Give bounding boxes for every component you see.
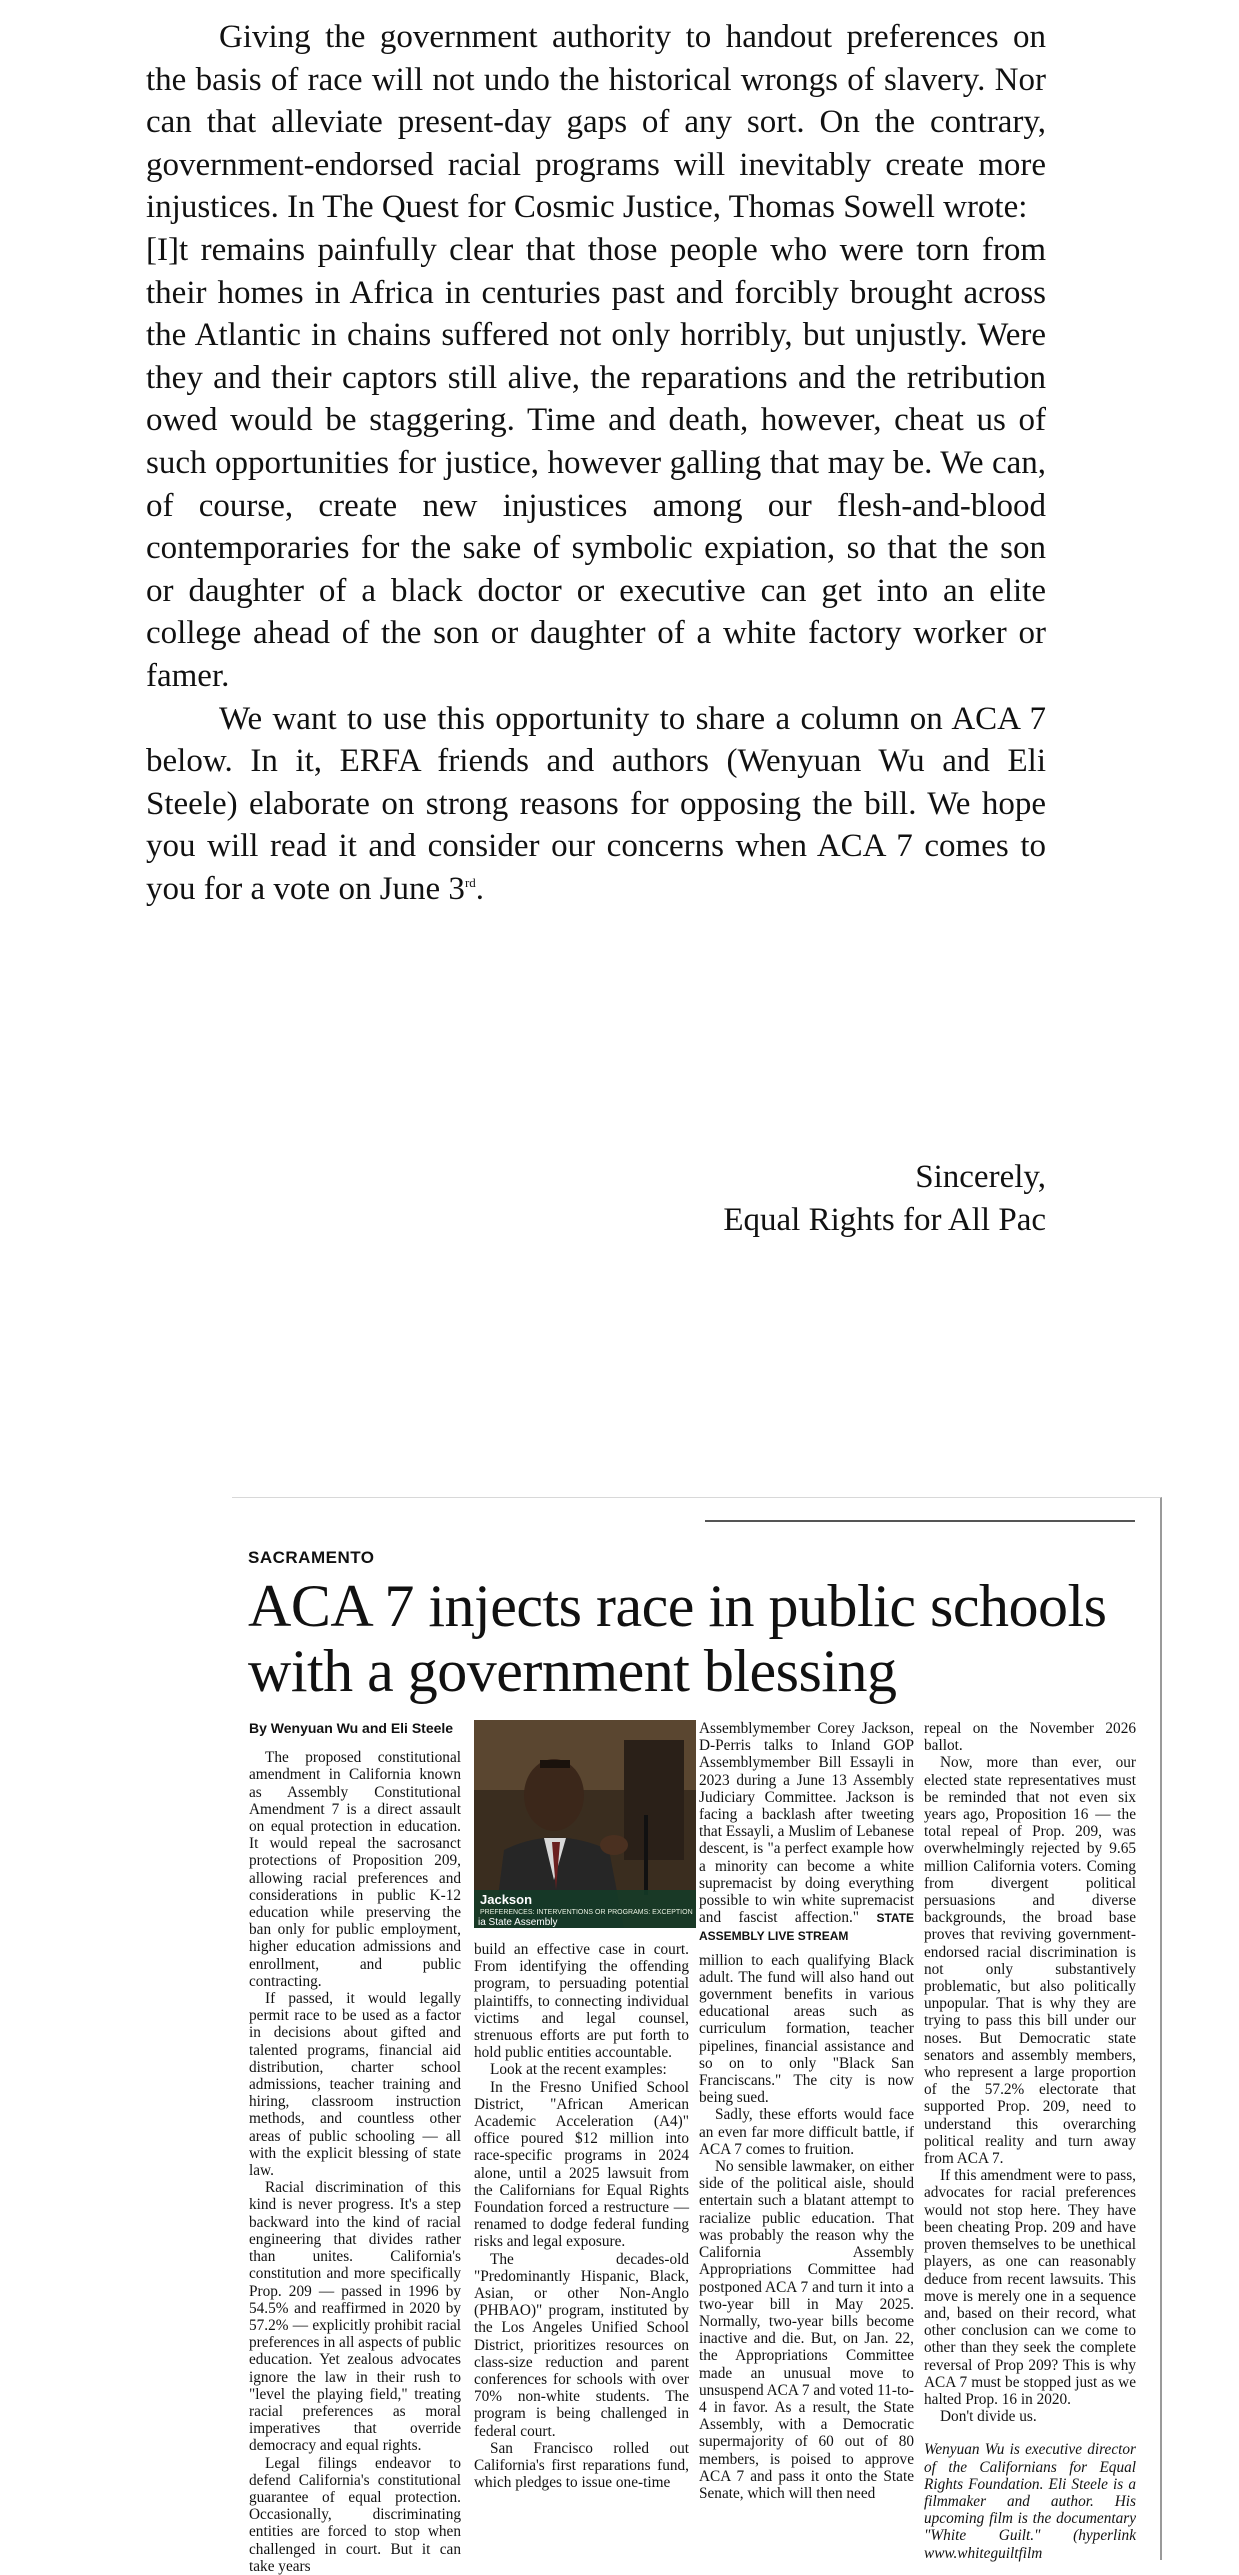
column-rule bbox=[705, 1520, 1135, 1522]
letter-paragraph-2 bbox=[146, 698, 1046, 911]
article-paragraph: Legal filings endeavor to defend California's constitutional guarantee of equal protection. Occasionally, discriminating entities are forced to stop when challenged in court. But it can take years bbox=[249, 2454, 461, 2575]
article-photo bbox=[474, 1720, 696, 1928]
headline: ACA 7 injects race in public schools with a government blessing bbox=[248, 1573, 1107, 1704]
dateline: SACRAMENTO bbox=[248, 1548, 375, 1567]
ordinal-suffix: rd bbox=[464, 874, 476, 890]
article-paragraph: No sensible lawmaker, on either side of the political aisle, should entertain such a blatant attempt to racialize public education. That was probably the reason why the California Assembly Appropriations Committee had postponed ACA 7 and turn it into a two-year bill in May 2025. Normally, two-year bills become inactive and die. But, on Jan. 22, the Appropriations Committee made an unusual move to unsuspend ACA 7 and voted 11-to-4 in favor. As a result, the State Assembly, with a Democratic supermajority of 60 out of 80 members, is poised to approve ACA 7 and pass it onto the State Senate, which will then need bbox=[699, 2158, 914, 2502]
article-paragraph: If passed, it would legally permit race to be used as a factor in decisions about gifted and talented programs, financial aid distribution, charter school admissions, teacher training and hiring, classroom instruction methods, and countless other areas of public schooling — all with the explicit blessing of state law. bbox=[249, 1990, 461, 2180]
broadcast-name: Jackson bbox=[480, 1892, 533, 1907]
sowell-quote: [I]t remains painfully clear that those people who were torn from their homes in Africa in centuries past and forcibly brought across the Atlantic in chains suffered not only horribly, but unjustly. Were they and their captors still alive, the reparations and the retribution owed would be staggering. Time and death, however, cheat us of such opportunities for justice, however galling that may be. We can, of course, create new injustices among our flesh-and-blood contemporaries for the sake of symbolic expiation, so that the son or daughter of a black doctor or executive can get into an elite college ahead of the son or daughter of a white factory worker or famer. bbox=[146, 231, 1046, 694]
article-paragraph: repeal on the November 2026 ballot. bbox=[924, 1720, 1136, 1755]
closing-salutation: Sincerely, bbox=[915, 1159, 1046, 1195]
article-paragraph: Now, more than ever, our elected state representatives must be reminded that not even six years ago, Proposition 16 — the total repeal of Prop. 209, was overwhelmingly rejected by 9.65 million California voters. Coming from divergent political persuasions and diverse backgrounds, the broad base proves that reviving government-endorsed racial discrimination is not only substantively problematic, but also politically unpopular. That is why they are trying to pass this bill under our noses. But Democratic state senators and assembly members, who represent a large proportion of the 57.2% electorate that supported Prop. 209, need to understand this overarching political reality and turn away from ACA 7. bbox=[924, 1754, 1136, 2168]
photo-credit: STATE ASSEMBLY LIVE STREAM bbox=[699, 1911, 914, 1944]
article-paragraph: build an effective case in court. From identifying the offending program, to persuading potential plaintiffs, to connecting individual victims and legal counsel, strenuous efforts are put forth to hold public entities accountable. bbox=[474, 1941, 689, 2062]
article-column-3 bbox=[699, 1720, 914, 2502]
photo-caption bbox=[699, 1720, 914, 1946]
author-bio: Wenyuan Wu is executive director of the Californians for Equal Rights Foundation. Eli Steele is a filmmaker and author. His upcoming film is the documentary "White Guilt." (hyperlink www.whiteguiltfilm bbox=[924, 2441, 1136, 2562]
letter-paragraph-2-end: . bbox=[475, 870, 485, 907]
letter-paragraph-2-text: We want to use this opportunity to share a column on ACA 7 below. In it, ERFA friends and authors (Wenyuan Wu and Eli Steele) elaborate on strong reasons for opposing the bill. We hope you will read it and consider our concerns when ACA 7 comes to you for a vote on June 3 bbox=[146, 700, 1046, 907]
broadcast-location: ia State Assembly bbox=[478, 1917, 558, 1928]
article-paragraph: The decades-old "Predominantly Hispanic, Black, Asian, or other Non-Anglo (PHBAO)" program, instituted by the Los Angeles Unified School District, prioritizes resources on class-size reduction and parent conferences for schools with over 70% non-white students. The program is being challenged in federal court. bbox=[474, 2250, 689, 2440]
article-paragraph: The proposed constitutional amendment in California known as Assembly Constitutional Amendment 7 is a direct assault on equal protection in education. It would repeal the sacrosanct protections of Proposition 209, allowing racial preferences and considerations in public K-12 education while preserving the ban only for public employment, higher education admissions and enrollment, and public contracting. bbox=[249, 1749, 461, 1990]
letter-signoff bbox=[723, 1156, 1046, 1241]
article-paragraph: If this amendment were to pass, advocates for racial preferences would not stop here. They have been cheating Prop. 209 and have proven themselves to be unethical players, as one can reasonably deduce from recent lawsuits. This move is merely one in a sequence and, based on their record, what other conclusion can we come to other than they seek the complete reversal of Prop 209? This is why ACA 7 must be stopped just as we halted Prop. 16 in 2020. bbox=[924, 2167, 1136, 2408]
letter-body bbox=[146, 16, 1046, 910]
newspaper-clipping bbox=[232, 1497, 1162, 2575]
broadcast-tagline: PREFERENCES: INTERVENTIONS OR PROGRAMS: EXCEPTION bbox=[480, 1909, 693, 1916]
letter-paragraph-1: Giving the government authority to handout preferences on the basis of race will not undo the historical wrongs of slavery. Nor can that alleviate present-day gaps of any sort. On the contrary, government-endorsed racial programs will inevitably create more injustices. In The Quest for Cosmic Justice, Thomas Sowell wrote: bbox=[146, 19, 1046, 226]
photo-caption-text: Assemblymember Corey Jackson, D-Perris talks to Inland GOP Assemblymember Bill Essayli in 2023 during a June 13 Assembly Judiciary Committee. Jackson is facing a backlash after tweeting that Essayli, a Muslim of Lebanese descent, is "a perfect example how a minority can become a white supremacist by doing everything possible to win white supremacist and fascist affection." bbox=[699, 1720, 914, 1927]
article-column-1 bbox=[249, 1720, 461, 2575]
article-paragraph: million to each qualifying Black adult. The fund will also hand out government benefits in various educational areas such as curriculum formation, teacher pipelines, financial assistance and so on to only "Black San Franciscans." The city is now being sued. bbox=[699, 1951, 914, 2107]
byline: By Wenyuan Wu and Eli Steele bbox=[249, 1720, 454, 1736]
article-paragraph: Look at the recent examples: bbox=[490, 2061, 667, 2079]
article-paragraph: Don't divide us. bbox=[940, 2408, 1037, 2426]
article-paragraph: Sadly, these efforts would face an even far more difficult battle, if ACA 7 comes to fruition. bbox=[699, 2106, 914, 2158]
article-paragraph: In the Fresno Unified School District, "African American Academic Acceleration (A4)" office poured $12 million into race-specific programs in 2024 alone, until a 2025 lawsuit from the Californians for Equal Rights Foundation forced a restructure — renamed to dodge federal funding risks and legal exposure. bbox=[474, 2078, 689, 2251]
signature: Equal Rights for All Pac bbox=[723, 1201, 1046, 1238]
article-paragraph: San Francisco rolled out California's first reparations fund, which pledges to issue one-time bbox=[474, 2439, 689, 2492]
article-column-4 bbox=[924, 1720, 1136, 2562]
article-column-2 bbox=[474, 1941, 689, 2492]
article-paragraph: Racial discrimination of this kind is never progress. It's a step backward into the kind of racial engineering that divides rather than unites. California's constitution and more specifically Prop. 209 — passed in 1996 by 54.5% and reaffirmed in 2020 by 57.2% — explicitly prohibit racial preferences in all aspects of public education. Yet zealous advocates ignore the law in their rush to "level the playing field," treating racial preferences as moral imperatives that override democracy and equal rights. bbox=[249, 2179, 461, 2455]
